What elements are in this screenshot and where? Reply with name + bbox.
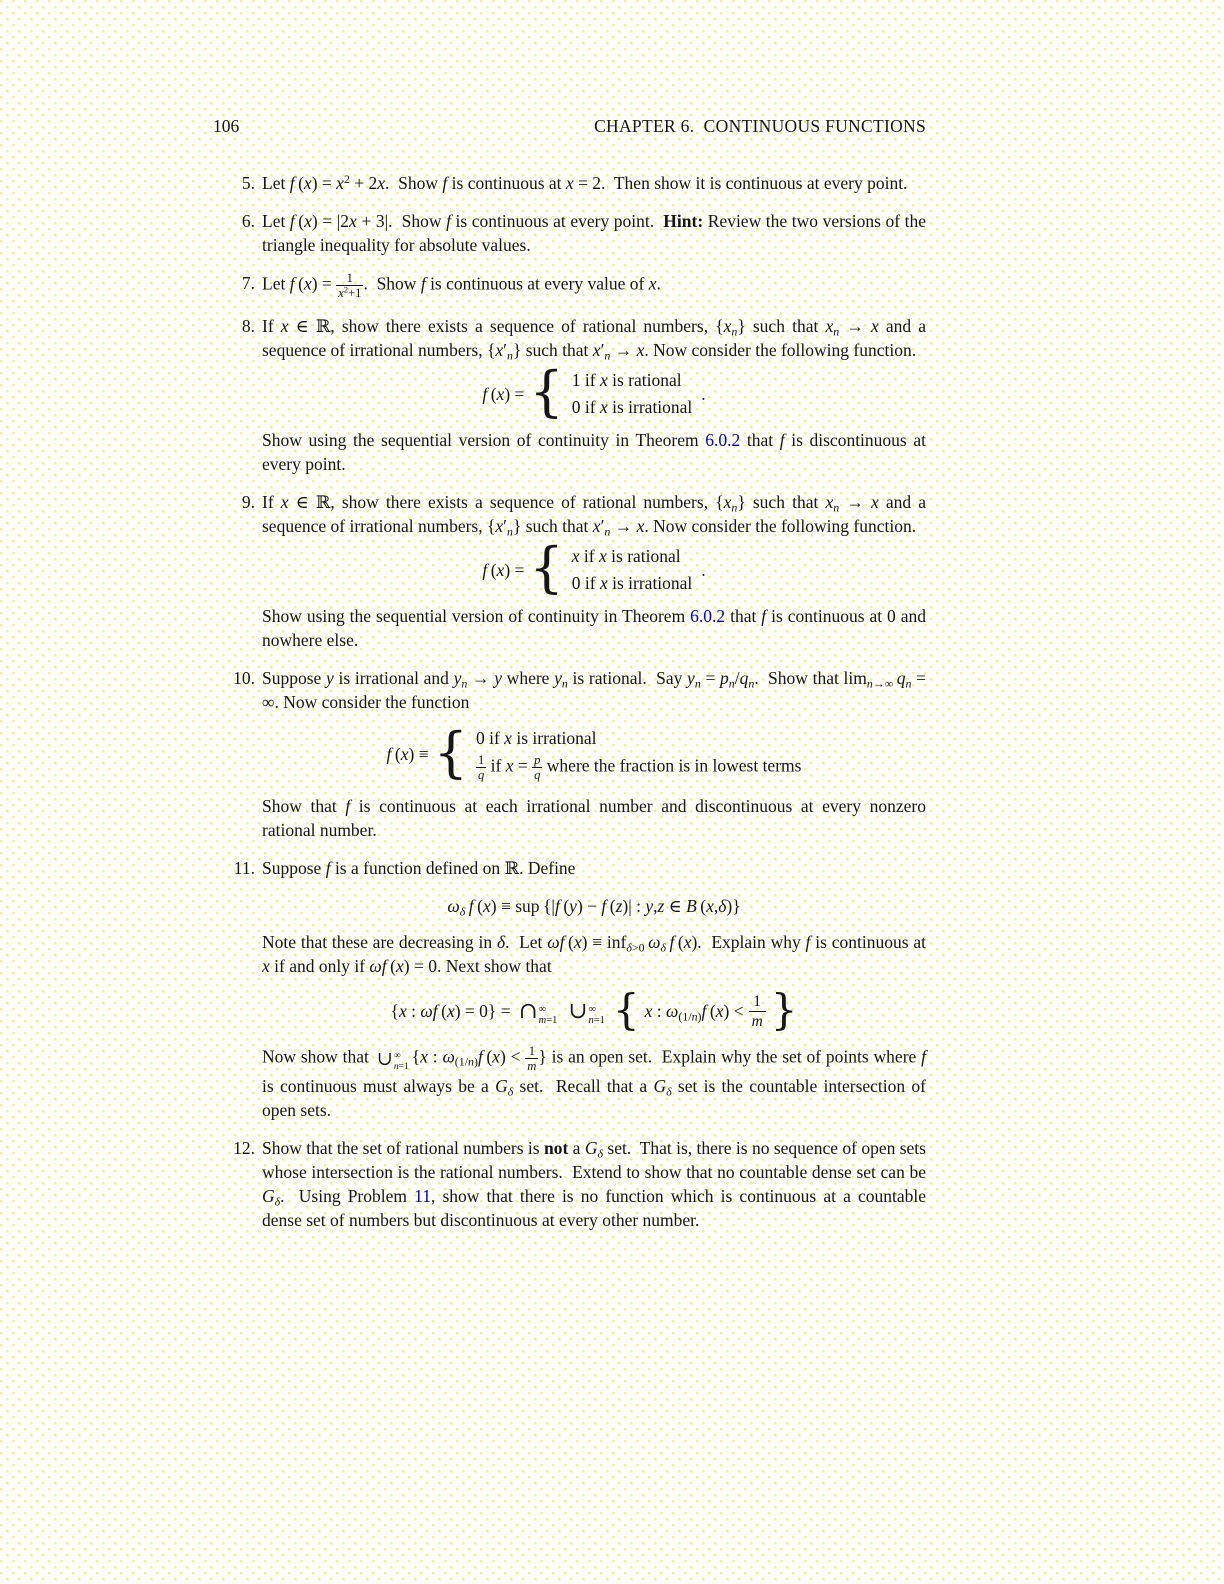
problem-text: Let f (x) = $\frac{1}{x^2+1}$ . Show f is continuous at every value of x. <box>262 271 661 301</box>
page-number: 106 <box>213 116 240 136</box>
cross-reference-link[interactable]: 6.0.2 <box>690 606 726 627</box>
problem-item-10 <box>213 666 926 842</box>
problem-list <box>213 171 926 1232</box>
problem-number: 5. <box>241 173 255 193</box>
cross-reference-link[interactable]: 11 <box>414 1185 431 1206</box>
problem-text: Let f (x) = |2x + 3|. Show f is continuous at every point. Hint: Review the two versions of the triangle inequality for absolute values. <box>262 211 927 255</box>
problem-text: Show using the sequential version of continuity in Theorem 6.0.2 that f is continuous at 0 and nowhere else. <box>262 606 926 651</box>
problem-text: Let f $(x) = x^2 + 2x$. Show f is continuous at x = 2. Then show it is continuous at every point. <box>262 172 908 193</box>
problem-text: Suppose y is irrational and $y_n \to y$ where $y_n$ is rational. Say $y_n = p_n/q_n$. Show that $\lim_{n\to\infty} q_n$ = ∞. Now consider the function <box>262 668 926 713</box>
problem-text: If x ∈ ℝ, show there exists a sequence of rational numbers, $\{x_n\}$ such that $x_n \to x$ and a sequence of irrational numbers, $\{x'_n\}$ such that $x'_n \to x$. Now consider the following function. <box>262 492 927 539</box>
problem-item-11 <box>213 856 926 1121</box>
cross-reference-link[interactable]: 6.0.2 <box>705 430 741 451</box>
problem-number: 8. <box>241 316 255 337</box>
oscillation-definition-formula: $\omega_\delta$ f (x) ≡ sup {|f (y) − f (z)| : y,z ∈ B (x,δ)} <box>447 896 741 919</box>
problem-text: If x ∈ ℝ, show there exists a sequence of rational numbers, $\{x_n\}$ such that $x_n \to x$ and a sequence of irrational numbers, $\{x'_n\}$ such that $x'_n \to x$. Now consider the following function. <box>262 316 927 363</box>
piecewise-function-formula: f (x) = { 1 if x is rational 0 if x is irrational . <box>482 360 706 424</box>
problem-number: 7. <box>241 273 255 293</box>
problem-text: Show that f is continuous at each irrational number and discontinuous at every nonzero rational number. <box>262 796 926 841</box>
problem-number: 12. <box>233 1137 255 1158</box>
problem-text: Note that these are decreasing in δ. Let ωf (x) ≡ inf$_{\delta>0}$ $\omega_\delta$ f (x). Explain why f is continuous at x if and only if ωf (x) = 0. Next show that <box>262 932 926 977</box>
problem-text: Now show that ∪ ∞ n=1 {x : $\omega_{(1/n)}f$ (x) < $\frac{1}{m}$ } is an open set. Explain why the set of points where f is continuous must always be a $G_\delta$ set. Recall that a $G_\delta$ set is the countable intersection of open sets. <box>262 1044 927 1120</box>
problem-text: Suppose f is a function defined on ℝ. Define <box>262 858 576 879</box>
problem-item-5 <box>213 171 926 195</box>
problem-item-6 <box>213 209 926 257</box>
piecewise-function-formula: f (x) ≡ { 0 if x is irrational $\frac{1}{q}$ if x = $\frac{p}{q}$ where the fraction is in lowest terms <box>386 720 802 784</box>
problem-number: 11. <box>233 858 255 879</box>
piecewise-function-formula: f (x) = { x if x is rational 0 if x is irrational . <box>482 536 706 600</box>
problem-text: Show using the sequential version of continuity in Theorem 6.0.2 that f is discontinuous at every point. <box>262 430 926 475</box>
problem-item-12 <box>213 1136 926 1232</box>
problem-text: Show that the set of rational numbers is not a $G_\delta$ set. That is, there is no sequence of open sets whose intersection is the rational numbers. Extend to show that no countable dense set can be $G_\delta$. Using Problem 11, show that there is no function which is continuous at a countable dense set of numbers but discontinuous at every other number. <box>262 1137 926 1230</box>
problem-item-7 <box>213 271 926 300</box>
problem-item-9 <box>213 490 926 652</box>
text-block <box>213 114 926 1246</box>
set-equality-formula: {x : ωf (x) = 0} = ∩ ∞ m=1 ∪ ∞ n=1 { x : $\omega_{(1/n)}f$ (x) < 1 m } <box>390 985 798 1035</box>
problem-item-8 <box>213 314 926 476</box>
problem-number: 10. <box>233 668 255 689</box>
chapter-header: CHAPTER 6. CONTINUOUS FUNCTIONS <box>594 116 926 136</box>
page-header <box>213 114 926 138</box>
problem-number: 6. <box>241 211 255 231</box>
problem-number: 9. <box>241 492 255 513</box>
